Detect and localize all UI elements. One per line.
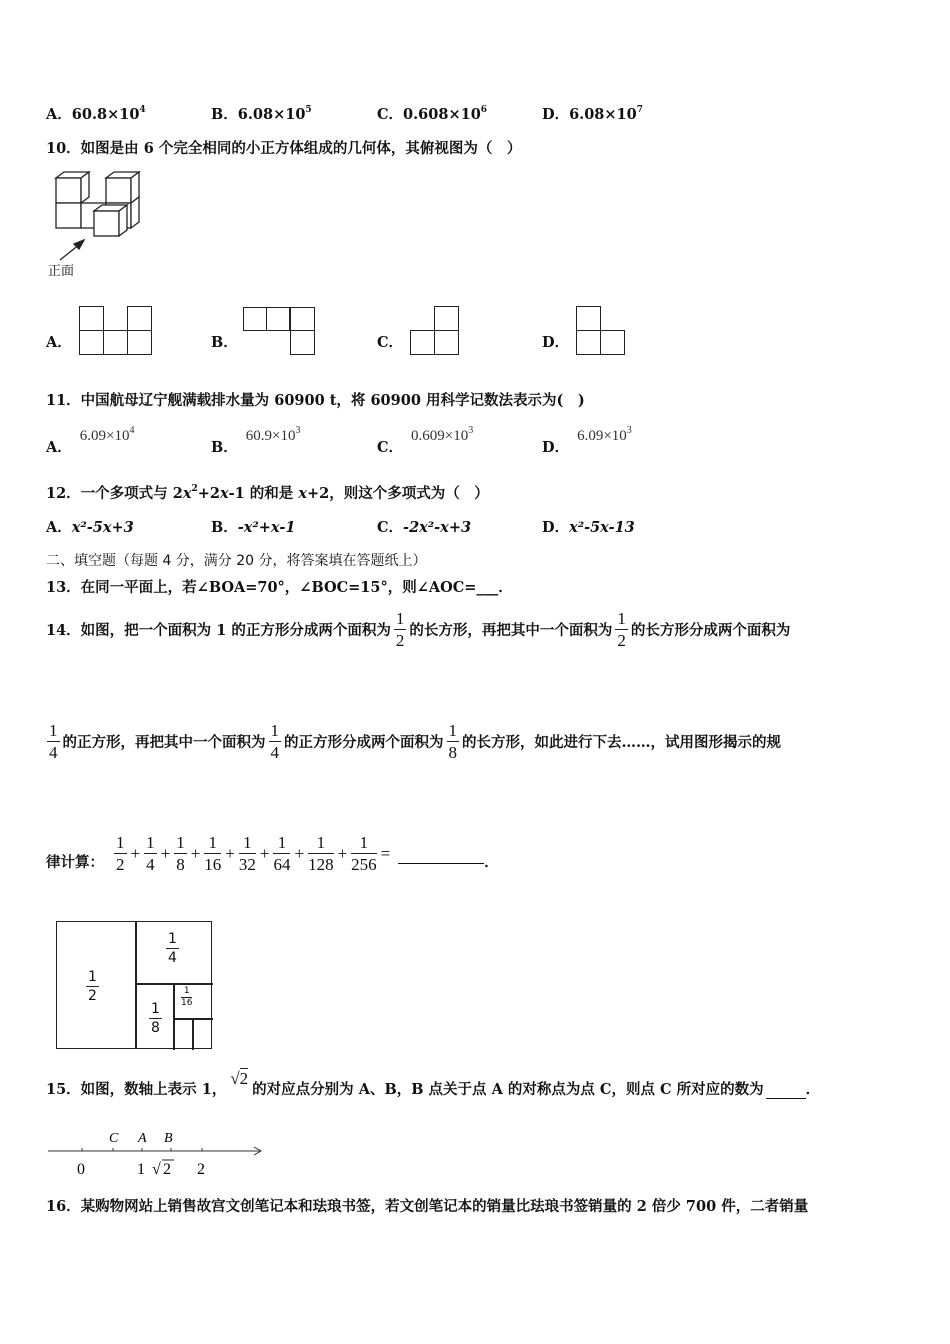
sum-term-fraction: $\frac{1}{64}$ [273, 833, 291, 874]
q10-b-cell [290, 330, 315, 355]
label-b: B [164, 1131, 173, 1146]
q10-a-cell [127, 330, 152, 355]
q11-option-d: D．$6.09\times 10^3$ [542, 425, 632, 456]
figure-label-quarter: $\frac{1}{4}$ [168, 931, 177, 966]
q10-c-cell [410, 330, 435, 355]
q15-stem: 15．如图，数轴上表示 1， √2 的对应点分别为 A、B，B 点关于点 A 的对称点为点 C，则点 C 所对应的数为 ． [46, 1069, 821, 1098]
q10-option-c-label: C． [377, 334, 404, 351]
front-label: 正面 [48, 264, 75, 279]
q14-square-figure [56, 921, 212, 1049]
q11-option-c: C．$0.609\times 10^3$ [377, 425, 474, 456]
q12-option-d: D．x²-5x-13 [542, 519, 635, 536]
q10-b-cell [290, 307, 315, 331]
equals-sign: = [380, 843, 391, 863]
figure-label-half: $\frac{1}{2}$ [88, 969, 97, 1004]
fraction-one-half: $\frac{1}{2}$ [395, 609, 405, 650]
label-1: 1 [137, 1161, 145, 1178]
q10-c-cell [434, 306, 459, 331]
fraction-one-quarter: $\frac{1}{4}$ [49, 721, 58, 762]
q16-stem: 16．某购物网站上销售故宫文创笔记本和珐琅书签，若文创笔记本的销量比珐琅书签销量的 2 倍少 700 件，二者销量 [46, 1198, 809, 1215]
q12-option-b: B．-x²+x-1 [211, 519, 296, 536]
plus-sign: + [259, 843, 270, 863]
q14-line2: $\frac{1}{4}$ 的正方形，再把其中一个面积为 $\frac{1}{4}$ 的正方形分成两个面积为 $\frac{1}{8}$ 的长方形，如此进行下去……，试用图形揭示的规 [49, 721, 781, 762]
q10-b-cell [243, 307, 267, 331]
q10-b-cell [266, 307, 290, 331]
q10-a-cell [127, 306, 152, 331]
q10-a-cell [79, 330, 104, 355]
label-0: 0 [77, 1161, 85, 1178]
fraction-one-quarter: $\frac{1}{4}$ [270, 721, 279, 762]
q14-line3: 律计算： $\frac{1}{2}$ + $\frac{1}{4}$ + $\frac{1}{8}$ + $\frac{1}{16}$ + $\frac{1}{32}$ + $\frac{1}{64}$ + $\frac{1}{128}$ + $\frac{1}{256}$ = ． [46, 833, 499, 874]
sum-term-fraction: $\frac{1}{128}$ [308, 833, 334, 874]
sum-term-fraction: $\frac{1}{32}$ [238, 833, 256, 874]
label-sqrt2: √ [152, 1161, 161, 1178]
q10-d-cell [576, 306, 601, 331]
q10-d-cell [600, 330, 625, 355]
number-line [44, 1126, 268, 1182]
sum-term-fraction: $\frac{1}{4}$ [146, 833, 155, 874]
q9-option-c: C．$0.608\times 10^6$ [377, 105, 488, 123]
series-sum-expression [112, 834, 392, 873]
q10-option-a-label: A． [46, 334, 72, 351]
q10-d-cell [576, 330, 601, 355]
label-c: C [109, 1131, 119, 1146]
fraction-one-eighth: $\frac{1}{8}$ [448, 721, 457, 762]
q15-answer-blank[interactable] [766, 1098, 806, 1099]
q12-stem: 12．一个多项式与 $2x^2+2x-1$ 的和是 x+2，则这个多项式为（ ） [46, 484, 489, 502]
q10-c-cell [434, 330, 459, 355]
plus-sign: + [190, 843, 201, 863]
sqrt-two: √2 [230, 1069, 249, 1088]
q13-stem: 13．在同一平面上，若∠BOA=70°，∠BOC=15°，则∠AOC=___． [46, 579, 513, 596]
q10-a-cell [79, 306, 104, 331]
q10-a-cell [103, 330, 128, 355]
figure-label-sixteenth: $\frac{1}{16}$ [181, 986, 193, 1008]
q11-option-b: B．$60.9\times 10^3$ [211, 425, 301, 456]
q12-option-a: A．x²-5x+3 [46, 519, 134, 536]
sum-term-fraction: $\frac{1}{16}$ [204, 833, 222, 874]
plus-sign: + [294, 843, 305, 863]
q10-stem: 10．如图是由 6 个完全相同的小正方体组成的几何体，其俯视图为（ ） [46, 140, 522, 157]
label-2: 2 [197, 1161, 205, 1178]
sum-term-fraction: $\frac{1}{8}$ [176, 833, 185, 874]
q14-answer-blank[interactable] [398, 863, 484, 864]
plus-sign: + [225, 843, 235, 863]
plus-sign: + [337, 843, 348, 863]
q11-option-a: A．$6.09\times 10^4$ [46, 425, 135, 456]
label-sqrt2-radicand: 2 [163, 1161, 171, 1178]
q9-option-a: A．$60.8\times 10^4$ [46, 105, 146, 123]
q14-line1: 14．如图，把一个面积为 1 的正方形分成两个面积为 $\frac{1}{2}$ 的长方形，再把其中一个面积为 $\frac{1}{2}$ 的长方形分成两个面积为 [46, 609, 791, 650]
q9-option-b: B．$6.08\times 10^5$ [211, 105, 312, 123]
plus-sign: + [160, 843, 171, 863]
fraction-one-half: $\frac{1}{2}$ [617, 609, 626, 650]
figure-label-eighth: $\frac{1}{8}$ [151, 1001, 160, 1036]
label-a: A [138, 1131, 147, 1146]
q10-option-d-label: D． [542, 334, 570, 351]
q10-option-b-label: B． [211, 334, 238, 351]
plus-sign: + [130, 843, 141, 863]
q11-stem: 11．中国航母辽宁舰满载排水量为 60900 t，将 60900 用科学记数法表示为( ) [46, 392, 585, 409]
sum-term-fraction: $\frac{1}{2}$ [116, 833, 125, 874]
q12-option-c: C．-2x²-x+3 [377, 519, 472, 536]
q9-option-d: D．$6.08\times 10^7$ [542, 105, 643, 123]
section-two-heading: 二、填空题（每题 4 分，满分 20 分，将答案填在答题纸上） [46, 553, 427, 569]
sum-term-fraction: $\frac{1}{256}$ [351, 833, 377, 874]
